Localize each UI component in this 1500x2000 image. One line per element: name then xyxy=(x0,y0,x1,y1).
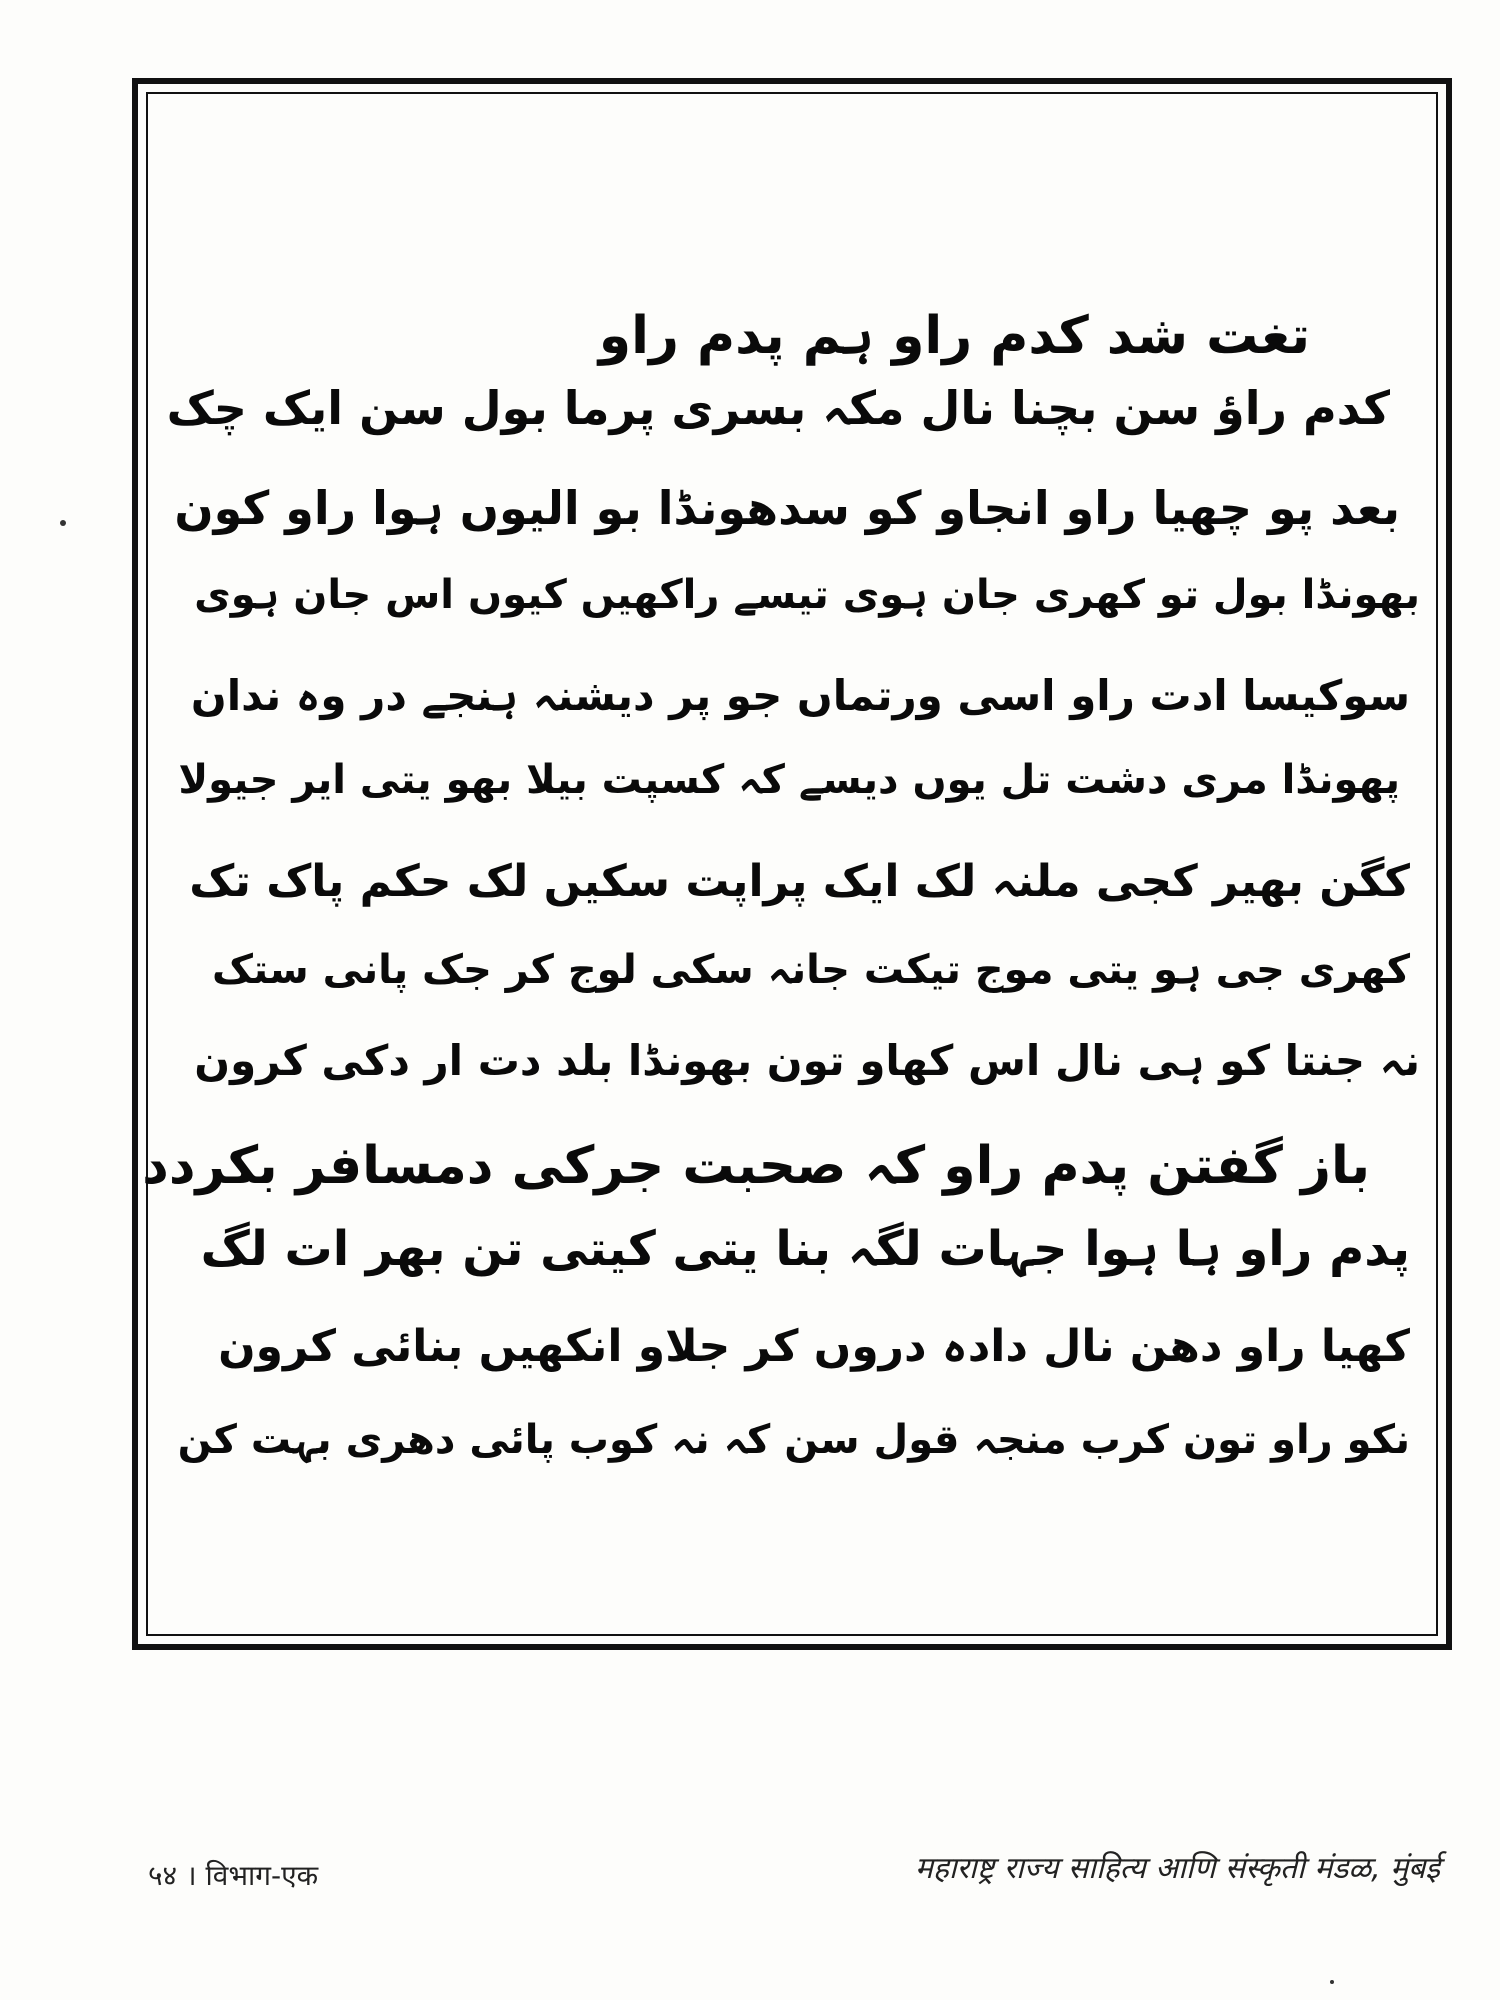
publisher-credit: महाराष्ट्र राज्य साहित्य आणि संस्कृती मंडळ, मुंबई xyxy=(915,1851,1440,1886)
manuscript-line: کدم راؤ سن بچنا نال مکہ بسری پرما بول سن ایک چک xyxy=(166,381,1390,435)
manuscript-line: کھری جی ہو یتی موج تیکت جانہ سکی لوج کر جک پانی ستک xyxy=(212,947,1410,993)
manuscript-line: تغت شد کدم راو ہم پدم راو xyxy=(598,306,1310,366)
manuscript-line: پدم راو ہا ہوا جہات لگہ بنا یتی کیتی تن بھر ات لگ xyxy=(200,1221,1410,1277)
manuscript-line: کھیا راو دھن نال دادہ دروں کر جلاو انکھیں بنائی کرون xyxy=(218,1321,1410,1372)
scan-speck xyxy=(60,520,66,526)
page-number-section: ५४ । विभाग-एक xyxy=(148,1859,319,1892)
manuscript-line: سوکیسا ادت راو اسی ورتماں جو پر دیشنہ ہنجے در وہ ندان xyxy=(190,671,1410,720)
manuscript-line: نہ جنتا کو ہی نال اس کھاو تون بھونڈا بلد دت ار دکی کرون xyxy=(194,1036,1420,1085)
scan-speck xyxy=(1330,1980,1334,1984)
manuscript-text xyxy=(142,290,1420,1610)
manuscript-line: باز گفتن پدم راو کہ صحبت جرکی دمسافر بکردد xyxy=(142,1136,1370,1196)
manuscript-line: بھونڈا بول تو کھری جان ہوی تیسے راکھیں کیوں اس جان ہوی xyxy=(194,572,1420,618)
manuscript-line: کگن بھیر کجی ملنہ لک ایک پراپت سکیں لک حکم پاک تک xyxy=(189,856,1410,907)
manuscript-line: نکو راو تون کرب منجہ قول سن کہ نہ کوب پائی دھری بہت کن xyxy=(177,1417,1410,1463)
manuscript-line: پھونڈا مری دشت تل یوں دیسے کہ کسپت بیلا بھو یتی ایر جیولا xyxy=(178,757,1400,803)
manuscript-line: بعد پو چھیا راو انجاو کو سدھونڈا بو الیوں ہوا راو کون xyxy=(174,481,1400,535)
